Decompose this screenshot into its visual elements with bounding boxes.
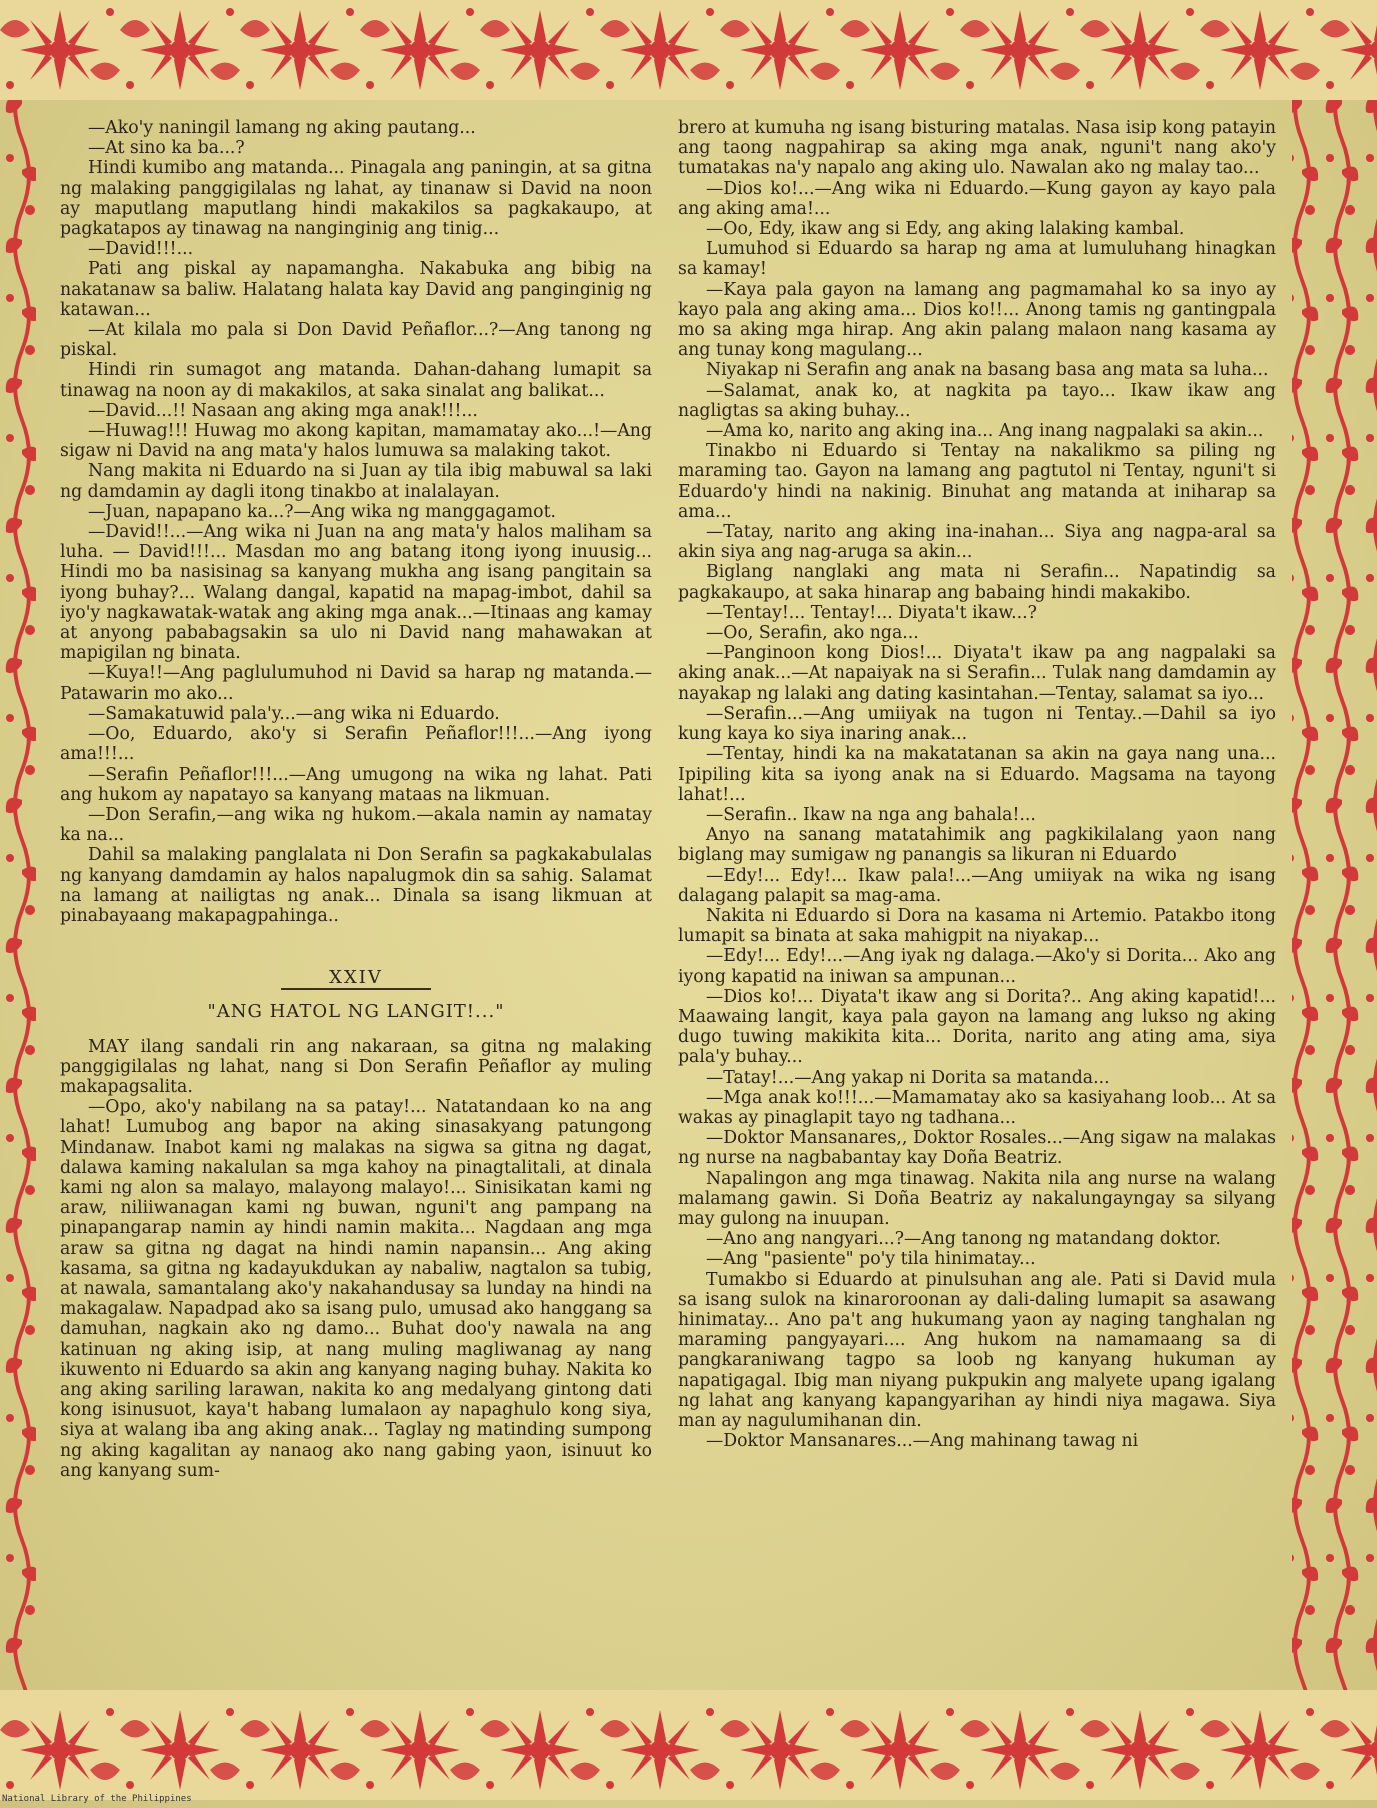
paragraph: —Huwag!!! Huwag mo akong kapitan, mamamatay ako...!—Ang sigaw ni David na ang mata'y halos lumuwa sa malaking takot. (60, 421, 652, 462)
paragraph: —Edy!... Edy!...—Ang iyak ng dalaga.—Ako'y si Dorita... Ako ang iyong kapatid na iniwan sa ampunan... (678, 946, 1276, 987)
paragraph: —Oo, Serafin, ako nga... (706, 623, 919, 644)
paragraph: —At sino ka ba...? (88, 138, 245, 159)
paragraph: —Serafin.. Ikaw na nga ang bahala!... (706, 804, 1036, 825)
paragraph: Hindi rin sumagot ang matanda. Dahan-dahang lumapit sa tinawag na noon ay di makakilos, at saka sinalat ang balikat... (60, 360, 652, 401)
paragraph: Tumakbo si Eduardo at pinulsuhan ang ale. Pati si David mula sa isang sulok na kinaroroonan ay dali-daling lumapit sa asawang hinimatay... Ano pa't ang hukumang yaon ay naging tanghalan ng maraming pangyayari.... Ang hukom na namamaang sa di pangkaraniwang tagpo sa loob ng kanyang hukuman ay napatigagal. Ibig man niyang pukpukin ang malyete upang igalang ng lahat ang kanyang kapangyarihan ay hindi niya magawa. Siya man ay nagulumihanan din. (678, 1269, 1276, 1431)
paragraph: —Ama ko, narito ang aking ina... Ang inang nagpalaki sa akin... (706, 421, 1264, 442)
paragraph: Biglang nanglaki ang mata ni Serafin... Napatindig sa pagkakaupo, at saka hinarap ang babaing hindi makakibo. (678, 562, 1276, 603)
paragraph: brero at kumuha ng isang bisturing matalas. Nasa isip kong patayin ang taong nagpahirap sa aking mga anak, nguni't nang ako'y tumatakas na'y napalo ang aking ulo. Nawalan ako ng malay tao... (678, 118, 1276, 179)
paragraph: —Tatay, narito ang aking ina-inahan... Siya ang nagpa-aral sa akin siya ang nag-aruga sa akin... (678, 522, 1276, 563)
paragraph: —David!!!... (88, 239, 194, 260)
paragraph: Napalingon ang mga tinawag. Nakita nila ang nurse na walang malamang gawin. Si Doña Beatriz ay nakalungayngay sa silyang may gulong na inuupan. (678, 1168, 1276, 1229)
paragraph: —Juan, napapano ka...?—Ang wika ng manggagamot. (88, 501, 557, 522)
chapter-title: "ANG HATOL NG LANGIT!..." (207, 1001, 505, 1023)
left-column (60, 118, 652, 1481)
paragraph: Niyakap ni Serafin ang anak na basang basa ang mata sa luha... (706, 360, 1269, 381)
paragraph: —Opo, ako'y nabilang na sa patay!... Natatandaan ko na ang lahat! Lumubog ang bapor na aking sinasakyang patungong Mindanaw. Inabot kami ng malakas na sigwa sa gitna ng dagat, dalawa kaming nakalulan sa mga kahoy na pinagtalitali, at dinala kami ng alon sa malayo, malayong malayo!... Sinisikatan kami ng araw, niliiwanagan kami ng buwan, nguni't ang pampang na pinapangarap namin ay hindi namin makita... Nagdaan ang mga araw sa gitna ng dagat na hindi namin napansin... Ang aking kasama, sa gitna ng kadayukdukan ay nabaliw, nagtalon sa tubig, at nawala, samantalang ako'y nakahandusay sa lunday na hindi na makagalaw. Napadpad ako sa isang pulo, umusad ako hanggang sa damuhan, nagkain ako ng damo... Buhat doo'y nawala na ang katinuan ng aking isip, at nang muling magliwanag ay nang ikuwento ni Eduardo sa akin ang kanyang naging buhay. Nakita ko ang aking sariling larawan, nakita ko ang medalyang gintong dati kong isinusuot, kaya't habang lumalaon ay napaghulo kong siya, siya at walang iba ang aking anak... Taglay ng matinding sumpong ng aking kagalitan ay nanaog ako nang gabing yaon, isinuut ko ang kanyang sum- (60, 1097, 652, 1481)
chapter-number: XXIV (329, 967, 383, 989)
paragraph: —Oo, Eduardo, ako'y si Serafin Peñaflor!!!...—Ang iyong ama!!!... (60, 724, 652, 765)
paragraph: Anyo na sanang matatahimik ang pagkikilalang yaon nang biglang may sumigaw ng panangis sa likuran ni Eduardo (678, 825, 1276, 866)
paragraph: —Ang "pasiente" po'y tila hinimatay... (706, 1249, 1036, 1270)
paragraph: —Tatay!...—Ang yakap ni Dorita sa matanda... (706, 1067, 1110, 1088)
paragraph: Tinakbo ni Eduardo si Tentay na nakalikmo sa piling ng maraming tao. Gayon na lamang ang pagtutol ni Tentay, nguni't si Eduardo'y hindi na nakinig. Binuhat ang matanda at iniharap sa ama... (678, 441, 1276, 522)
paragraph: —Ano ang nangyari...?—Ang tanong ng matandang doktor. (706, 1229, 1221, 1250)
paragraph: —Kaya pala gayon na lamang ang pagmamahal ko sa inyo ay kayo pala ang aking ama... Dios ko!!... Anong tamis ng gantingpala mo sa aking mga hirap. Ang akin palang malaon nang kasama ay ang tunay kong magulang... (678, 279, 1276, 361)
paragraph: —Tentay, hindi ka na makatatanan sa akin na gaya nang una... Ipipiling kita sa iyong anak na si Eduardo. Magsama na tayong lahat!... (678, 744, 1276, 805)
paragraph: —David!!...—Ang wika ni Juan na ang mata'y halos maliham sa luha. — David!!!... Masdan mo ang batang itong iyong inuusig... Hindi mo ba nasisinag sa kanyang mukha ang isang pangitain sa iyong buhay?... Walang dangal, kapatid na mapag-imbot, dahil sa iyo'y nagkawatak-watak ang aking mga anak...—Itinaas ang kamay at anyong pababagsakin sa ulo ni David nang mahawakan at mapigilan ng binata. (60, 522, 652, 664)
paragraph: MAY ilang sandali rin ang nakaraan, sa gitna ng malaking panggigilalas ng lahat, nang si Don Serafin Peñaflor ay muling makapagsalita. (60, 1036, 652, 1097)
paragraph: Dahil sa malaking panglalata ni Don Serafin sa pagkakabulalas ng kanyang damdamin ay halos napalugmok din sa sahig. Salamat na lamang at nailigtas ng anak... Dinala sa isang likmuan at pinabayaang makapagpahinga.. (60, 845, 652, 926)
paragraph: —Salamat, anak ko, at nagkita pa tayo... Ikaw ikaw ang nagligtas sa aking buhay... (678, 380, 1276, 421)
paragraph: —Mga anak ko!!!...—Mamamatay ako sa kasiyahang loob... At sa wakas ay pinaglapit tayo ng tadhana... (678, 1087, 1276, 1128)
paragraph: Lumuhod si Eduardo sa harap ng ama at lumuluhang hinagkan sa kamay! (678, 239, 1276, 280)
paragraph: —Tentay!... Tentay!... Diyata't ikaw...? (706, 602, 1037, 623)
paragraph: —Doktor Mansanares...—Ang mahinang tawag ni (706, 1431, 1139, 1452)
paragraph: Pati ang piskal ay napamangha. Nakabuka ang bibig na nakatanaw sa baliw. Halatang halata kay David ang panginginig ng katawan... (60, 259, 652, 320)
paragraph: —Samakatuwid pala'y...—ang wika ni Eduardo. (88, 703, 500, 724)
paragraph: —David...!! Nasaan ang aking mga anak!!!... (88, 400, 478, 421)
paragraph: —Ako'y naningil lamang ng aking pautang... (88, 118, 476, 138)
paragraph: —Edy!... Edy!... Ikaw pala!...—Ang umiiyak na wika ng isang dalagang palapit sa mag-ama. (678, 865, 1276, 906)
paragraph: —Panginoon kong Dios!... Diyata't ikaw pa ang nagpalaki sa aking anak...—At napaiyak na si Serafin... Tulak nang damdamin ay nayakap ng lalaki ang dating kasintahan.—Tentay, salamat sa iyo... (678, 643, 1276, 704)
paragraph: Hindi kumibo ang matanda... Pinagala ang paningin, at sa gitna ng malaking panggigilalas ng lahat, ay tinanaw si David na noon ay maputlang maputlang hindi makakilos sa pagkakaupo, at pagkatapos ay tinawag na nanginginig ang tinig... (60, 158, 652, 240)
paragraph: —At kilala mo pala si Don David Peñaflor...?—Ang tanong ng piskal. (60, 320, 652, 361)
paragraph: —Kuya!!—Ang paglulumuhod ni David sa harap ng matanda.—Patawarin mo ako... (60, 663, 652, 704)
paragraph: —Oo, Edy, ikaw ang si Edy, ang aking lalaking kambal. (706, 219, 1185, 240)
paragraph: —Don Serafin,—ang wika ng hukom.—akala namin ay namatay ka na... (60, 804, 652, 846)
paragraph: —Dios ko!... Diyata't ikaw ang si Dorita?.. Ang aking kapatid!... Maawaing langit, kaya pala gayon na lamang ang lukso ng aking dugo tuwing makikita kita... Dorita, narito ang ating ama, siya pala'y buhay... (678, 986, 1276, 1068)
paragraph: Nang makita ni Eduardo na si Juan ay tila ibig mabuwal sa laki ng damdamin ay dagli itong tinakbo at inalalayan. (60, 461, 652, 502)
right-column (678, 118, 1276, 1451)
paragraph: —Serafin...—Ang umiiyak na tugon ni Tentay..—Dahil sa iyo kung kaya ko siya inaring anak... (678, 703, 1276, 745)
paragraph: Nakita ni Eduardo si Dora na kasama ni Artemio. Patakbo itong lumapit sa binata at saka mahigpit na niyakap... (678, 905, 1276, 947)
chapter-rule (281, 988, 431, 990)
paragraph: —Dios ko!...—Ang wika ni Eduardo.—Kung gayon ay kayo pala ang aking ama!... (678, 178, 1276, 219)
paragraph: —Serafin Peñaflor!!!...—Ang umugong na wika ng lahat. Pati ang hukom ay napatayo sa kanyang mataas na likmuan. (60, 764, 652, 805)
paragraph: —Doktor Mansanares,, Doktor Rosales...—Ang sigaw na malakas ng nurse na nagbabantay kay Doña Beatriz. (678, 1128, 1276, 1169)
library-credit: National Library of the Philippines (2, 1794, 192, 1804)
